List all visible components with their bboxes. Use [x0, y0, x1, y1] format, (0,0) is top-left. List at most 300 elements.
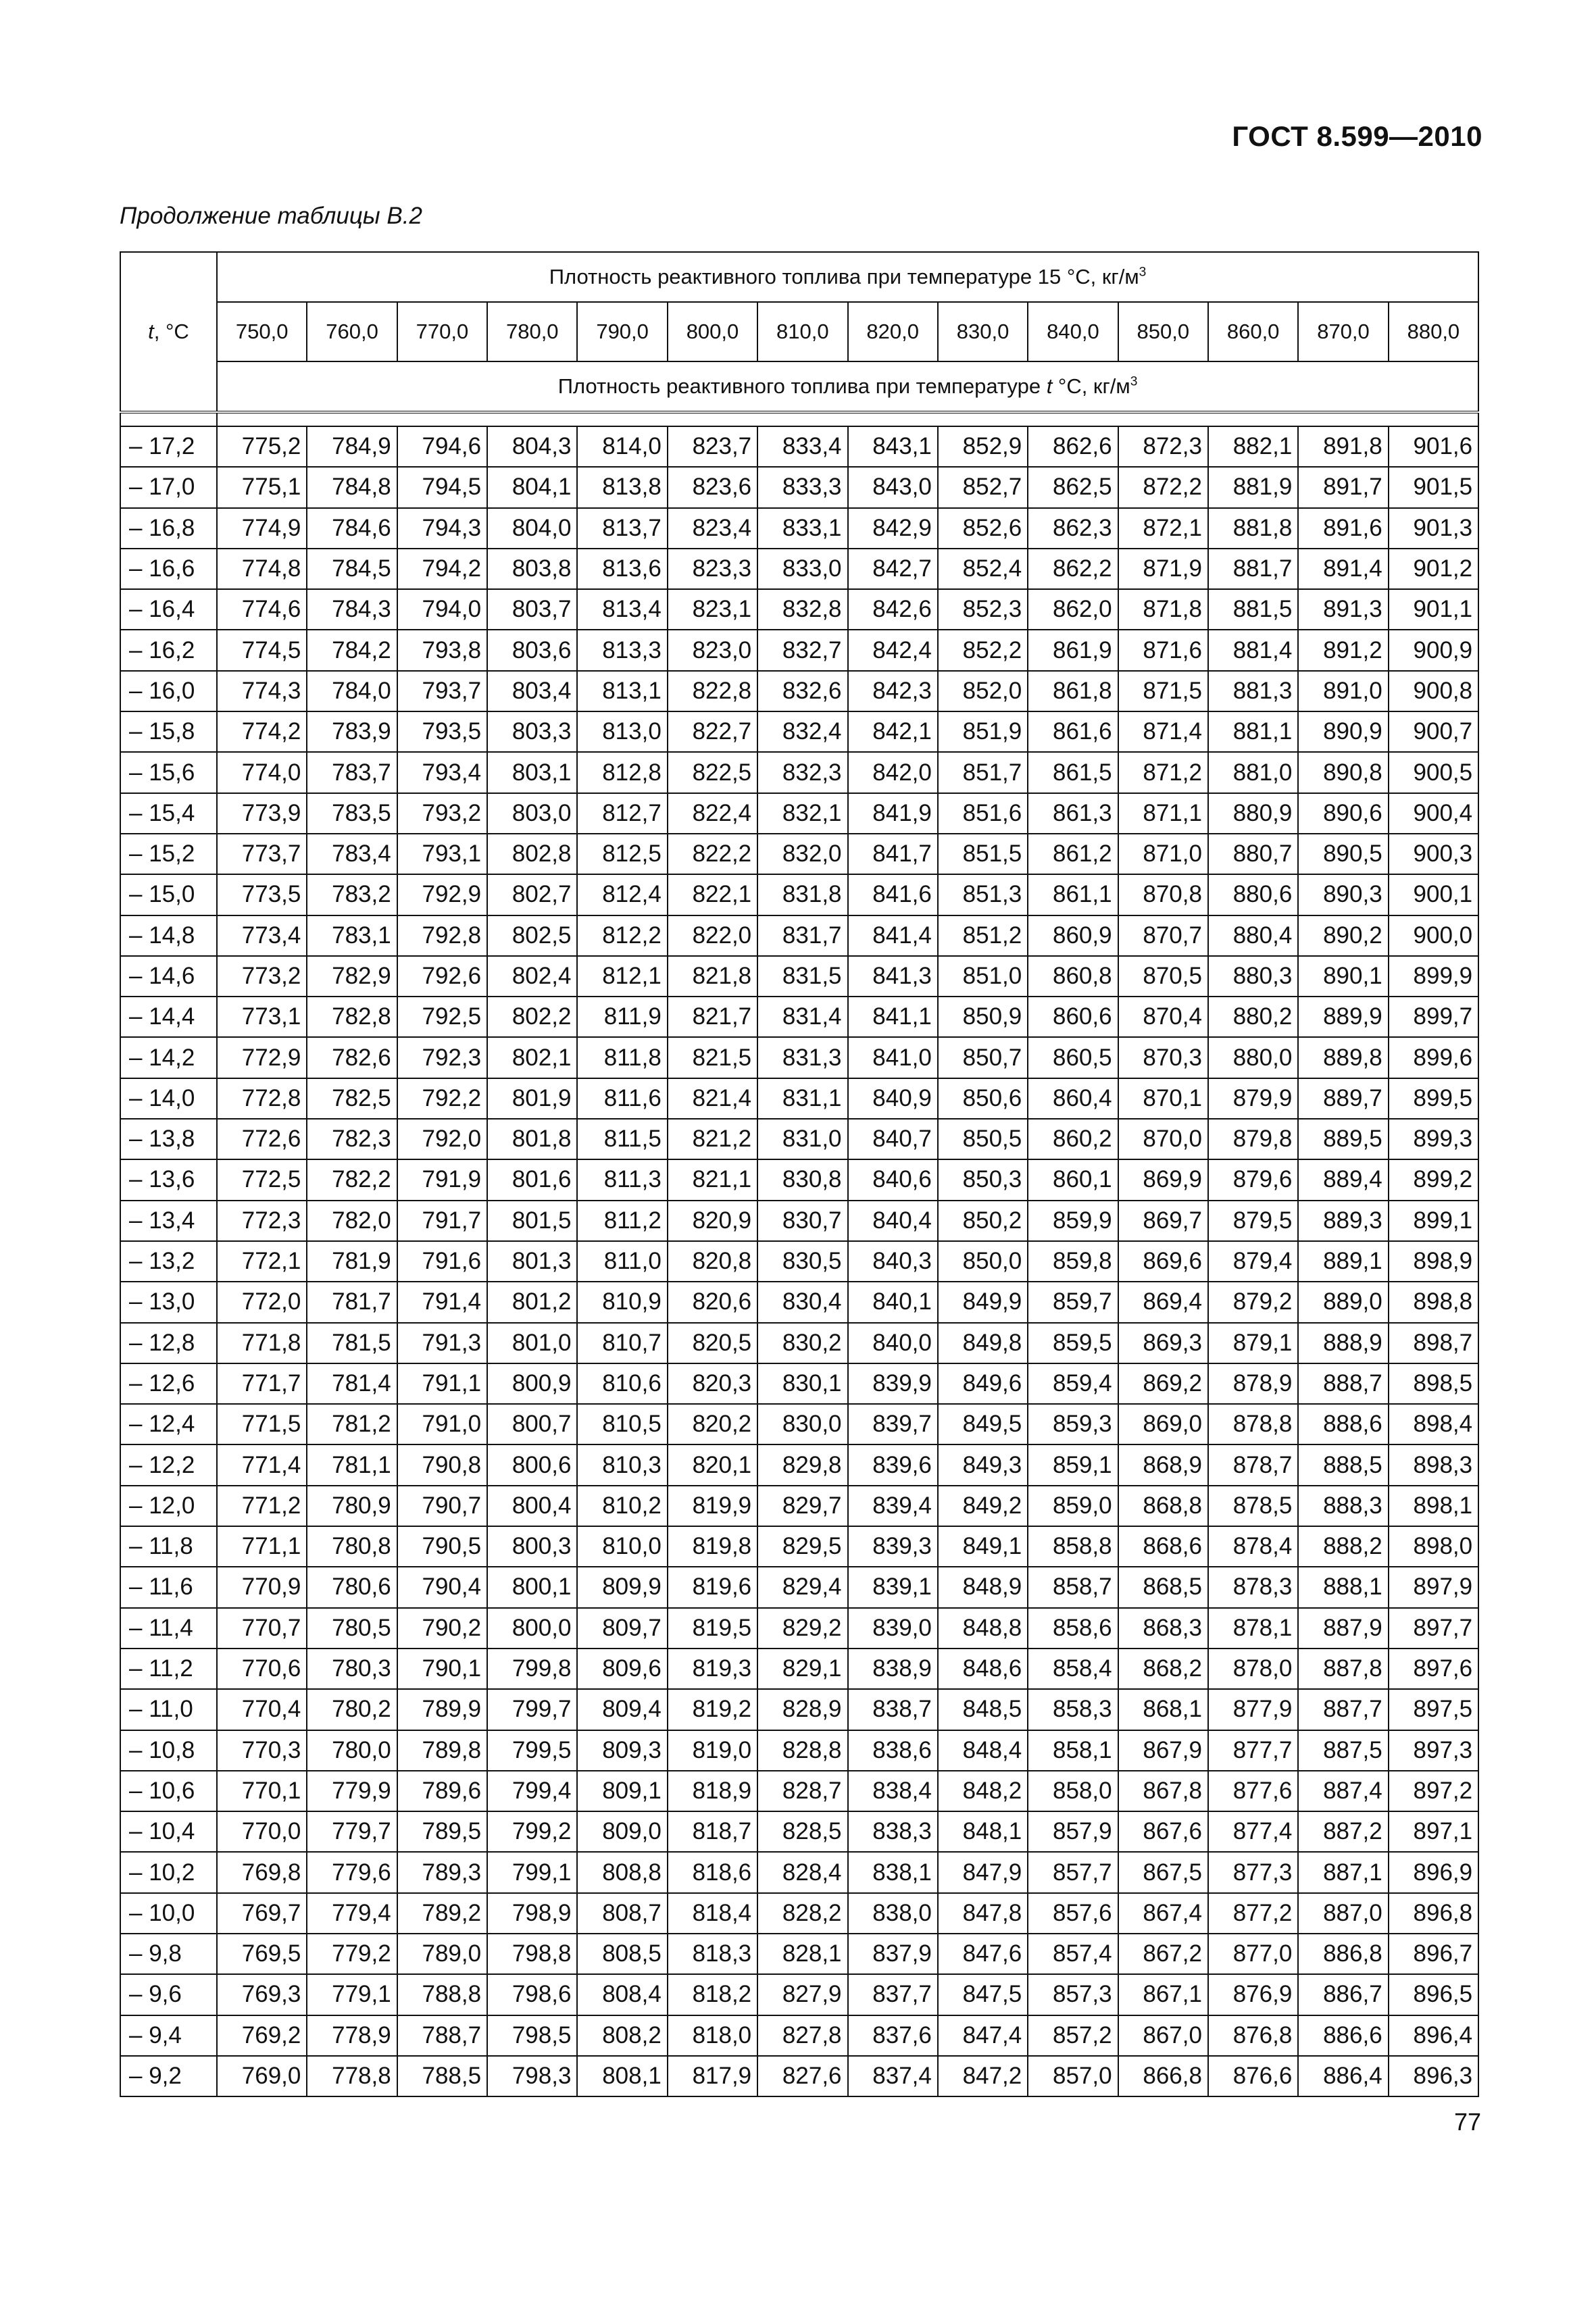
- temperature-cell: – 10,6: [120, 1771, 217, 1811]
- density-cell: 800,0: [487, 1608, 577, 1649]
- density-cell: 858,3: [1028, 1689, 1118, 1730]
- density-cell: 802,4: [487, 956, 577, 997]
- density-cell: 822,5: [668, 752, 757, 793]
- density-cell: 849,6: [938, 1363, 1028, 1404]
- density-cell: 793,1: [397, 834, 487, 874]
- temperature-cell: – 13,2: [120, 1241, 217, 1282]
- table-row: [120, 1323, 1478, 1363]
- density-cell: 899,1: [1389, 1201, 1478, 1241]
- density-cell: 881,7: [1208, 549, 1298, 589]
- density-cell: 879,4: [1208, 1241, 1298, 1282]
- density-cell: 888,1: [1298, 1567, 1388, 1607]
- density-15-header-sup: 3: [1139, 265, 1147, 280]
- t-unit: , °C: [153, 320, 189, 343]
- density-cell: 780,0: [307, 1730, 397, 1771]
- density-cell: 879,8: [1208, 1119, 1298, 1159]
- density-cell: 798,3: [487, 2056, 577, 2096]
- table-row: [120, 752, 1478, 793]
- density-15-value: 850,0: [1118, 302, 1208, 361]
- temperature-cell: – 16,8: [120, 508, 217, 549]
- table-row: [120, 1730, 1478, 1771]
- density-cell: 877,4: [1208, 1811, 1298, 1852]
- density-cell: 862,3: [1028, 508, 1118, 549]
- density-cell: 774,8: [217, 549, 307, 589]
- density-cell: 819,0: [668, 1730, 757, 1771]
- density-cell: 811,3: [577, 1159, 667, 1200]
- density-cell: 828,2: [757, 1893, 847, 1934]
- density-cell: 833,1: [757, 508, 847, 549]
- density-cell: 791,3: [397, 1323, 487, 1363]
- density-cell: 897,1: [1389, 1811, 1478, 1852]
- density-cell: 896,7: [1389, 1934, 1478, 1974]
- density-cell: 813,4: [577, 589, 667, 630]
- density-cell: 801,0: [487, 1323, 577, 1363]
- density-cell: 819,2: [668, 1689, 757, 1730]
- density-cell: 862,5: [1028, 467, 1118, 507]
- density-cell: 900,4: [1389, 793, 1478, 834]
- density-cell: 858,8: [1028, 1526, 1118, 1567]
- density-cell: 860,6: [1028, 997, 1118, 1037]
- density-cell: 784,8: [307, 467, 397, 507]
- density-cell: 828,9: [757, 1689, 847, 1730]
- density-cell: 809,3: [577, 1730, 667, 1771]
- density-cell: 829,2: [757, 1608, 847, 1649]
- table-row: [120, 1241, 1478, 1282]
- temperature-cell: – 11,0: [120, 1689, 217, 1730]
- table-row: [120, 549, 1478, 589]
- density-cell: 840,4: [848, 1201, 938, 1241]
- density-cell: 888,9: [1298, 1323, 1388, 1363]
- density-cell: 774,0: [217, 752, 307, 793]
- density-cell: 812,1: [577, 956, 667, 997]
- density-cell: 839,0: [848, 1608, 938, 1649]
- density-cell: 867,8: [1118, 1771, 1208, 1811]
- density-cell: 899,9: [1389, 956, 1478, 997]
- density-cell: 772,6: [217, 1119, 307, 1159]
- density-cell: 849,9: [938, 1282, 1028, 1322]
- density-cell: 839,4: [848, 1486, 938, 1526]
- density-cell: 808,4: [577, 1974, 667, 2015]
- density-cell: 898,1: [1389, 1486, 1478, 1526]
- density-cell: 799,1: [487, 1852, 577, 1892]
- density-cell: 771,7: [217, 1363, 307, 1404]
- density-cell: 790,1: [397, 1649, 487, 1689]
- density-15-header: [217, 252, 1478, 302]
- density-cell: 869,3: [1118, 1323, 1208, 1363]
- density-cell: 898,0: [1389, 1526, 1478, 1567]
- density-cell: 781,1: [307, 1444, 397, 1485]
- density-cell: 886,6: [1298, 2015, 1388, 2056]
- density-cell: 900,8: [1389, 671, 1478, 711]
- density-cell: 847,6: [938, 1934, 1028, 1974]
- density-cell: 898,3: [1389, 1444, 1478, 1485]
- density-cell: 790,5: [397, 1526, 487, 1567]
- density-cell: 800,7: [487, 1404, 577, 1444]
- density-cell: 793,8: [397, 630, 487, 670]
- density-cell: 809,9: [577, 1567, 667, 1607]
- density-t-header: [217, 361, 1478, 412]
- density-cell: 871,9: [1118, 549, 1208, 589]
- temperature-cell: – 14,6: [120, 956, 217, 997]
- density-cell: 833,0: [757, 549, 847, 589]
- temperature-cell: – 16,4: [120, 589, 217, 630]
- density-cell: 810,2: [577, 1486, 667, 1526]
- density-cell: 798,5: [487, 2015, 577, 2056]
- density-cell: 887,4: [1298, 1771, 1388, 1811]
- density-cell: 823,6: [668, 467, 757, 507]
- density-cell: 808,5: [577, 1934, 667, 1974]
- density-cell: 789,3: [397, 1852, 487, 1892]
- table-row: [120, 997, 1478, 1037]
- density-cell: 898,9: [1389, 1241, 1478, 1282]
- density-cell: 798,8: [487, 1934, 577, 1974]
- density-cell: 779,9: [307, 1771, 397, 1811]
- density-cell: 850,7: [938, 1037, 1028, 1078]
- density-cell: 868,8: [1118, 1486, 1208, 1526]
- density-cell: 827,6: [757, 2056, 847, 2096]
- density-cell: 881,9: [1208, 467, 1298, 507]
- density-cell: 881,1: [1208, 711, 1298, 752]
- density-cell: 897,6: [1389, 1649, 1478, 1689]
- density-cell: 900,9: [1389, 630, 1478, 670]
- density-cell: 800,1: [487, 1567, 577, 1607]
- density-cell: 821,1: [668, 1159, 757, 1200]
- density-cell: 793,4: [397, 752, 487, 793]
- density-cell: 812,4: [577, 874, 667, 915]
- temperature-cell: – 12,4: [120, 1404, 217, 1444]
- density-cell: 848,8: [938, 1608, 1028, 1649]
- temperature-cell: – 12,6: [120, 1363, 217, 1404]
- density-15-value: 860,0: [1208, 302, 1298, 361]
- density-cell: 802,1: [487, 1037, 577, 1078]
- density-cell: 809,0: [577, 1811, 667, 1852]
- density-cell: 770,4: [217, 1689, 307, 1730]
- density-cell: 872,2: [1118, 467, 1208, 507]
- temperature-cell: – 16,6: [120, 549, 217, 589]
- density-cell: 899,7: [1389, 997, 1478, 1037]
- density-cell: 808,8: [577, 1852, 667, 1892]
- table-row: [120, 793, 1478, 834]
- density-cell: 772,1: [217, 1241, 307, 1282]
- density-cell: 772,9: [217, 1037, 307, 1078]
- density-15-value: 790,0: [577, 302, 667, 361]
- density-cell: 784,0: [307, 671, 397, 711]
- density-cell: 803,1: [487, 752, 577, 793]
- density-cell: 848,2: [938, 1771, 1028, 1811]
- density-cell: 830,2: [757, 1323, 847, 1363]
- density-cell: 867,4: [1118, 1893, 1208, 1934]
- density-cell: 889,1: [1298, 1241, 1388, 1282]
- density-cell: 784,3: [307, 589, 397, 630]
- density-cell: 822,2: [668, 834, 757, 874]
- density-cell: 822,0: [668, 915, 757, 956]
- density-cell: 789,8: [397, 1730, 487, 1771]
- density-cell: 852,9: [938, 426, 1028, 467]
- density-cell: 889,0: [1298, 1282, 1388, 1322]
- density-cell: 840,0: [848, 1323, 938, 1363]
- density-cell: 851,0: [938, 956, 1028, 997]
- density-cell: 782,9: [307, 956, 397, 997]
- density-cell: 880,7: [1208, 834, 1298, 874]
- density-cell: 832,8: [757, 589, 847, 630]
- density-cell: 790,2: [397, 1608, 487, 1649]
- density-cell: 877,7: [1208, 1730, 1298, 1771]
- density-cell: 898,4: [1389, 1404, 1478, 1444]
- density-cell: 839,3: [848, 1526, 938, 1567]
- density-cell: 781,5: [307, 1323, 397, 1363]
- density-cell: 876,9: [1208, 1974, 1298, 2015]
- density-cell: 818,7: [668, 1811, 757, 1852]
- density-cell: 831,5: [757, 956, 847, 997]
- temperature-cell: – 15,8: [120, 711, 217, 752]
- density-cell: 851,6: [938, 793, 1028, 834]
- density-t-header-t: t: [1046, 374, 1053, 398]
- density-cell: 788,7: [397, 2015, 487, 2056]
- density-cell: 813,7: [577, 508, 667, 549]
- density-cell: 897,9: [1389, 1567, 1478, 1607]
- density-cell: 828,8: [757, 1730, 847, 1771]
- density-cell: 840,7: [848, 1119, 938, 1159]
- temperature-cell: – 10,2: [120, 1852, 217, 1892]
- density-cell: 897,5: [1389, 1689, 1478, 1730]
- density-cell: 840,1: [848, 1282, 938, 1322]
- density-cell: 789,2: [397, 1893, 487, 1934]
- density-cell: 896,4: [1389, 2015, 1478, 2056]
- table-row: [120, 467, 1478, 507]
- temperature-cell: – 13,0: [120, 1282, 217, 1322]
- density-cell: 867,1: [1118, 1974, 1208, 2015]
- density-cell: 803,4: [487, 671, 577, 711]
- density-cell: 783,9: [307, 711, 397, 752]
- density-cell: 772,5: [217, 1159, 307, 1200]
- density-cell: 842,4: [848, 630, 938, 670]
- density-cell: 888,7: [1298, 1363, 1388, 1404]
- density-15-values-row: [120, 302, 1478, 361]
- density-cell: 800,3: [487, 1526, 577, 1567]
- density-cell: 881,3: [1208, 671, 1298, 711]
- density-cell: 784,6: [307, 508, 397, 549]
- density-cell: 869,6: [1118, 1241, 1208, 1282]
- density-15-value: 780,0: [487, 302, 577, 361]
- density-cell: 784,5: [307, 549, 397, 589]
- density-cell: 833,3: [757, 467, 847, 507]
- density-cell: 780,6: [307, 1567, 397, 1607]
- density-cell: 831,0: [757, 1119, 847, 1159]
- table-row: [120, 1771, 1478, 1811]
- density-cell: 840,3: [848, 1241, 938, 1282]
- density-cell: 868,1: [1118, 1689, 1208, 1730]
- density-cell: 847,4: [938, 2015, 1028, 2056]
- density-cell: 821,4: [668, 1078, 757, 1119]
- density-cell: 771,4: [217, 1444, 307, 1485]
- density-cell: 871,4: [1118, 711, 1208, 752]
- density-cell: 837,7: [848, 1974, 938, 2015]
- density-cell: 832,1: [757, 793, 847, 834]
- density-cell: 838,6: [848, 1730, 938, 1771]
- density-cell: 774,6: [217, 589, 307, 630]
- density-cell: 771,1: [217, 1526, 307, 1567]
- density-t-header-sup: 3: [1130, 374, 1138, 389]
- density-cell: 868,2: [1118, 1649, 1208, 1689]
- density-cell: 886,4: [1298, 2056, 1388, 2096]
- density-cell: 804,1: [487, 467, 577, 507]
- density-cell: 890,9: [1298, 711, 1388, 752]
- density-cell: 868,9: [1118, 1444, 1208, 1485]
- table-row: [120, 915, 1478, 956]
- density-cell: 842,0: [848, 752, 938, 793]
- density-15-header-text: Плотность реактивного топлива при температуре 15 °С, кг/м: [549, 265, 1139, 288]
- density-cell: 879,5: [1208, 1201, 1298, 1241]
- density-cell: 820,9: [668, 1201, 757, 1241]
- density-cell: 823,3: [668, 549, 757, 589]
- density-cell: 829,8: [757, 1444, 847, 1485]
- density-cell: 774,5: [217, 630, 307, 670]
- table-row: [120, 1893, 1478, 1934]
- density-cell: 837,4: [848, 2056, 938, 2096]
- density-cell: 770,9: [217, 1567, 307, 1607]
- density-cell: 794,0: [397, 589, 487, 630]
- density-cell: 878,3: [1208, 1567, 1298, 1607]
- density-cell: 877,3: [1208, 1852, 1298, 1892]
- density-cell: 861,9: [1028, 630, 1118, 670]
- density-cell: 790,4: [397, 1567, 487, 1607]
- temperature-cell: – 14,8: [120, 915, 217, 956]
- table-row: [120, 1689, 1478, 1730]
- density-cell: 802,8: [487, 834, 577, 874]
- density-cell: 780,2: [307, 1689, 397, 1730]
- density-cell: 887,9: [1298, 1608, 1388, 1649]
- density-cell: 878,5: [1208, 1486, 1298, 1526]
- density-cell: 870,8: [1118, 874, 1208, 915]
- density-cell: 820,5: [668, 1323, 757, 1363]
- density-cell: 890,3: [1298, 874, 1388, 915]
- table-row: [120, 1649, 1478, 1689]
- density-cell: 878,4: [1208, 1526, 1298, 1567]
- density-cell: 789,0: [397, 1934, 487, 1974]
- density-cell: 831,7: [757, 915, 847, 956]
- density-cell: 880,2: [1208, 997, 1298, 1037]
- density-cell: 871,0: [1118, 834, 1208, 874]
- density-cell: 831,3: [757, 1037, 847, 1078]
- density-cell: 820,1: [668, 1444, 757, 1485]
- density-cell: 850,9: [938, 997, 1028, 1037]
- density-cell: 888,6: [1298, 1404, 1388, 1444]
- density-cell: 850,5: [938, 1119, 1028, 1159]
- density-cell: 896,3: [1389, 2056, 1478, 2096]
- table-row: [120, 1486, 1478, 1526]
- density-cell: 877,0: [1208, 1934, 1298, 1974]
- density-cell: 799,4: [487, 1771, 577, 1811]
- density-cell: 794,2: [397, 549, 487, 589]
- density-cell: 881,8: [1208, 508, 1298, 549]
- density-cell: 870,3: [1118, 1037, 1208, 1078]
- density-cell: 784,2: [307, 630, 397, 670]
- density-cell: 858,1: [1028, 1730, 1118, 1771]
- density-cell: 804,3: [487, 426, 577, 467]
- density-cell: 813,1: [577, 671, 667, 711]
- density-cell: 896,5: [1389, 1974, 1478, 2015]
- density-cell: 782,8: [307, 997, 397, 1037]
- density-cell: 782,6: [307, 1037, 397, 1078]
- temperature-cell: – 13,6: [120, 1159, 217, 1200]
- density-cell: 861,1: [1028, 874, 1118, 915]
- density-cell: 871,2: [1118, 752, 1208, 793]
- density-cell: 802,7: [487, 874, 577, 915]
- temperature-cell: – 15,6: [120, 752, 217, 793]
- temperature-cell: – 12,2: [120, 1444, 217, 1485]
- density-cell: 861,2: [1028, 834, 1118, 874]
- table-row: [120, 1852, 1478, 1892]
- density-cell: 879,9: [1208, 1078, 1298, 1119]
- density-cell: 841,6: [848, 874, 938, 915]
- density-cell: 799,7: [487, 1689, 577, 1730]
- density-cell: 788,8: [397, 1974, 487, 2015]
- density-cell: 891,3: [1298, 589, 1388, 630]
- density-cell: 860,8: [1028, 956, 1118, 997]
- density-cell: 869,0: [1118, 1404, 1208, 1444]
- density-cell: 891,4: [1298, 549, 1388, 589]
- table-caption: Продолжение таблицы В.2: [120, 203, 422, 229]
- density-cell: 779,6: [307, 1852, 397, 1892]
- density-cell: 900,5: [1389, 752, 1478, 793]
- density-cell: 859,5: [1028, 1323, 1118, 1363]
- density-cell: 774,9: [217, 508, 307, 549]
- density-cell: 886,7: [1298, 1974, 1388, 2015]
- density-cell: 823,0: [668, 630, 757, 670]
- density-cell: 867,5: [1118, 1852, 1208, 1892]
- density-cell: 813,0: [577, 711, 667, 752]
- density-cell: 782,5: [307, 1078, 397, 1119]
- table-row: [120, 1444, 1478, 1485]
- density-cell: 832,7: [757, 630, 847, 670]
- density-cell: 860,1: [1028, 1159, 1118, 1200]
- table-row: [120, 834, 1478, 874]
- density-cell: 799,2: [487, 1811, 577, 1852]
- density-cell: 880,0: [1208, 1037, 1298, 1078]
- density-cell: 781,7: [307, 1282, 397, 1322]
- density-cell: 841,3: [848, 956, 938, 997]
- density-cell: 781,2: [307, 1404, 397, 1444]
- density-cell: 801,6: [487, 1159, 577, 1200]
- table-body: [120, 426, 1478, 2096]
- density-cell: 830,1: [757, 1363, 847, 1404]
- temperature-cell: – 16,0: [120, 671, 217, 711]
- table-row: [120, 630, 1478, 670]
- density-cell: 828,5: [757, 1811, 847, 1852]
- density-cell: 832,0: [757, 834, 847, 874]
- density-cell: 781,4: [307, 1363, 397, 1404]
- density-cell: 857,3: [1028, 1974, 1118, 2015]
- density-cell: 838,0: [848, 1893, 938, 1934]
- density-cell: 877,9: [1208, 1689, 1298, 1730]
- density-cell: 801,2: [487, 1282, 577, 1322]
- density-cell: 867,2: [1118, 1934, 1208, 1974]
- density-cell: 771,5: [217, 1404, 307, 1444]
- density-cell: 779,4: [307, 1893, 397, 1934]
- density-cell: 862,2: [1028, 549, 1118, 589]
- density-cell: 857,4: [1028, 1934, 1118, 1974]
- density-cell: 878,7: [1208, 1444, 1298, 1485]
- density-cell: 818,0: [668, 2015, 757, 2056]
- density-cell: 862,0: [1028, 589, 1118, 630]
- density-cell: 890,8: [1298, 752, 1388, 793]
- density-cell: 778,9: [307, 2015, 397, 2056]
- density-cell: 850,2: [938, 1201, 1028, 1241]
- table-row: [120, 1567, 1478, 1607]
- density-15-value: 830,0: [938, 302, 1028, 361]
- density-cell: 901,3: [1389, 508, 1478, 549]
- temperature-cell: – 12,0: [120, 1486, 217, 1526]
